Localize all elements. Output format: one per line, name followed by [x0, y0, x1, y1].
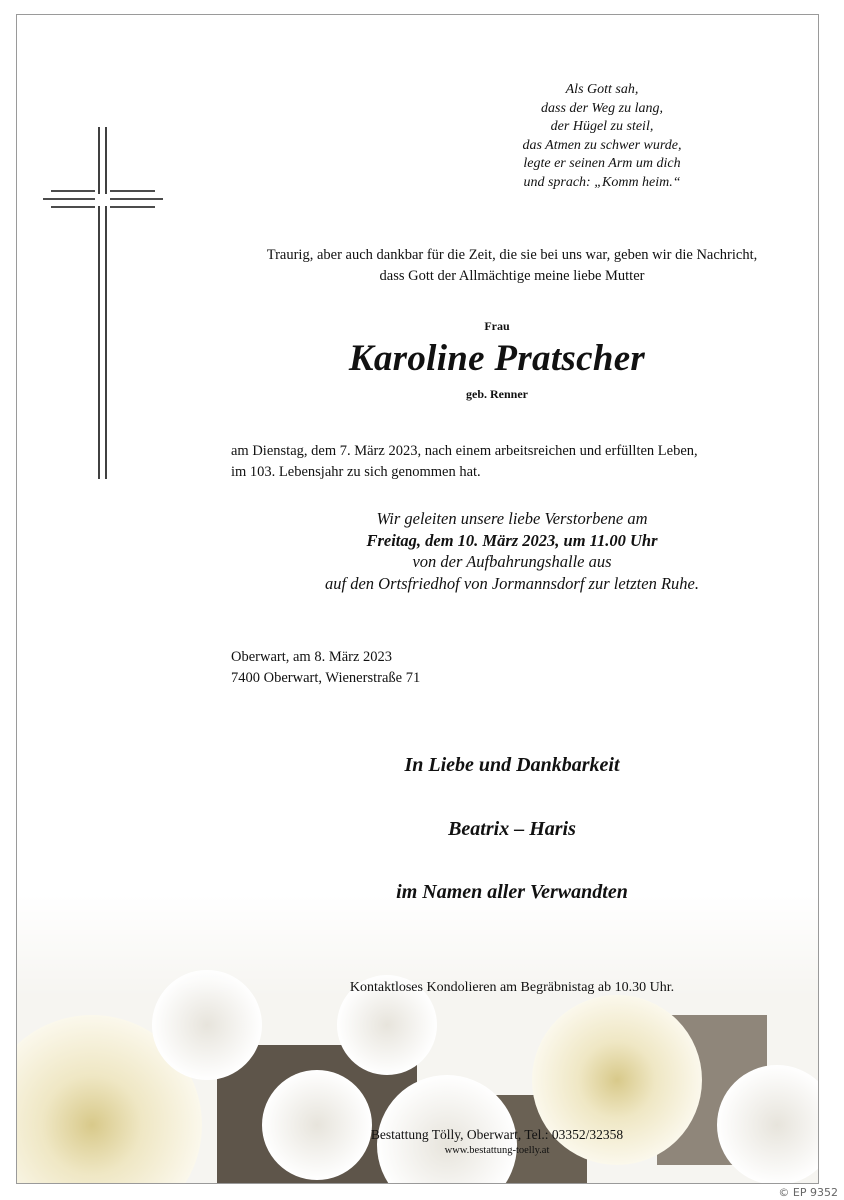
- announcement-line: im 103. Lebensjahr zu sich genommen hat.: [231, 464, 481, 480]
- place-and-date: [231, 647, 531, 689]
- address-line: 7400 Oberwart, Wienerstraße 71: [231, 670, 421, 686]
- cross-icon: [43, 127, 167, 479]
- condolence-note: Kontaktloses Kondolieren am Begräbnistag ab 10.30 Uhr.: [349, 980, 675, 995]
- announcement-line: am Dienstag, dem 7. März 2023, nach einem arbeitsreichen und erfüllten Leben,: [231, 443, 698, 459]
- poem-line: und sprach: „Komm heim.“: [523, 174, 681, 190]
- poem-line: Als Gott sah,: [565, 82, 639, 97]
- obituary-page: [16, 14, 819, 1184]
- mourners-names: Beatrix – Haris: [448, 818, 576, 840]
- document-code: © EP 9352: [778, 1186, 838, 1199]
- funeral-details: [217, 508, 807, 594]
- funeral-home-contact: Bestattung Tölly, Oberwart, Tel.: 03352/32358: [370, 1127, 624, 1142]
- poem: [492, 81, 712, 192]
- deceased-name: Karoline Pratscher: [348, 338, 646, 379]
- closing-line: im Namen aller Verwandten: [396, 881, 628, 903]
- maiden-name: geb. Renner: [466, 387, 528, 401]
- funeral-line: von der Aufbahrungshalle aus: [412, 552, 612, 571]
- place-date-line: Oberwart, am 8. März 2023: [231, 649, 393, 665]
- poem-line: das Atmen zu schwer wurde,: [522, 137, 682, 153]
- closing-line: In Liebe und Dankbarkeit: [404, 754, 620, 776]
- death-announcement: [231, 441, 768, 483]
- funeral-line: Wir geleiten unsere liebe Verstorbene am: [376, 509, 648, 528]
- intro-text: [217, 245, 807, 287]
- funeral-line: auf den Ortsfriedhof von Jormannsdorf zur letzten Ruhe.: [325, 573, 699, 593]
- funeral-home-website: www.bestattung-toelly.at: [444, 1145, 550, 1156]
- intro-line: dass Gott der Allmächtige meine liebe Mutter: [379, 268, 645, 284]
- intro-line: Traurig, aber auch dankbar für die Zeit, die sie bei uns war, geben wir die Nachricht,: [266, 247, 758, 263]
- poem-line: dass der Weg zu lang,: [541, 100, 663, 116]
- poem-line: legte er seinen Arm um dich: [523, 156, 681, 171]
- poem-line: der Hügel zu steil,: [550, 119, 654, 134]
- funeral-date: Freitag, dem 10. März 2023, um 11.00 Uhr: [366, 530, 658, 550]
- funeral-home-footer: [317, 1126, 677, 1158]
- salutation: Frau: [484, 319, 510, 333]
